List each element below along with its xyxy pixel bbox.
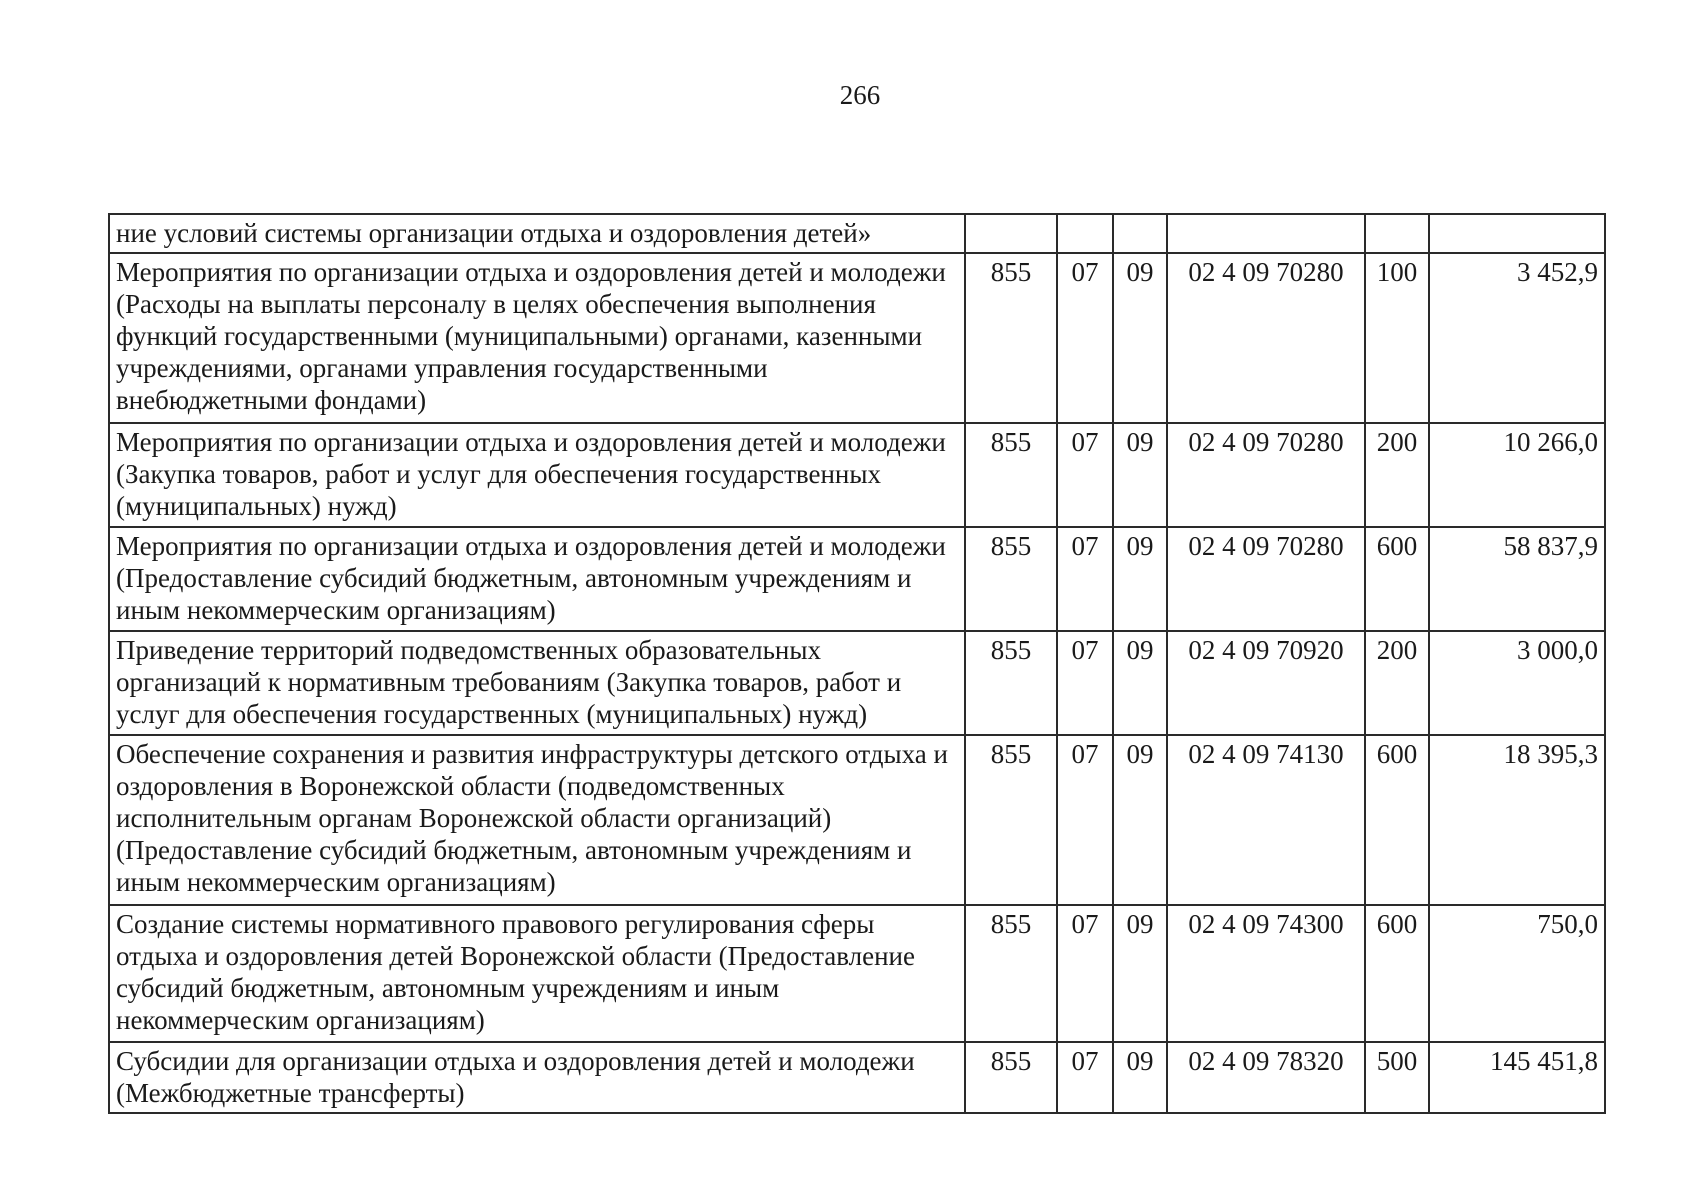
row-target-code: 02 4 09 70280 xyxy=(1167,253,1365,423)
row-target-code: 02 4 09 70280 xyxy=(1167,527,1365,631)
row-kind-code: 100 xyxy=(1365,253,1429,423)
row-kind-code: 200 xyxy=(1365,631,1429,735)
page-number: 266 xyxy=(839,80,881,110)
row-description: Мероприятия по организации отдыха и оздоровления детей и молодежи (Закупка товаров, работ и услуг для обеспечения государственных (муниципальных) нужд) xyxy=(109,423,965,527)
row-admin-code: 855 xyxy=(965,735,1057,905)
row-subsection-code: 09 xyxy=(1113,735,1167,905)
row-admin-code: 855 xyxy=(965,423,1057,527)
row-admin-code: 855 xyxy=(965,253,1057,423)
table-row xyxy=(109,423,1605,527)
row-subsection-code: 09 xyxy=(1113,527,1167,631)
row-section-code: 07 xyxy=(1057,1042,1113,1113)
row-subsection-code xyxy=(1113,214,1167,253)
row-kind-code: 600 xyxy=(1365,735,1429,905)
row-kind-code: 500 xyxy=(1365,1042,1429,1113)
row-admin-code: 855 xyxy=(965,905,1057,1042)
row-target-code: 02 4 09 74130 xyxy=(1167,735,1365,905)
table-row xyxy=(109,527,1605,631)
row-subsection-code: 09 xyxy=(1113,631,1167,735)
table-row xyxy=(109,631,1605,735)
row-section-code: 07 xyxy=(1057,527,1113,631)
row-admin-code xyxy=(965,214,1057,253)
row-subsection-code: 09 xyxy=(1113,423,1167,527)
row-amount: 3 000,0 xyxy=(1429,631,1605,735)
row-description: Субсидии для организации отдыха и оздоровления детей и молодежи (Межбюджетные трансферты) xyxy=(109,1042,965,1113)
row-section-code: 07 xyxy=(1057,735,1113,905)
row-amount xyxy=(1429,214,1605,253)
row-kind-code xyxy=(1365,214,1429,253)
table-row xyxy=(109,735,1605,905)
table-row xyxy=(109,214,1605,253)
row-kind-code: 600 xyxy=(1365,905,1429,1042)
row-section-code xyxy=(1057,214,1113,253)
row-amount: 3 452,9 xyxy=(1429,253,1605,423)
row-description: Мероприятия по организации отдыха и оздоровления детей и молодежи (Расходы на выплаты персоналу в целях обеспечения выполнения функций государственными (муниципальными) органами, казенными учреждениями, органами управления государственными внебюджетными фондами) xyxy=(109,253,965,423)
row-amount: 145 451,8 xyxy=(1429,1042,1605,1113)
row-kind-code: 200 xyxy=(1365,423,1429,527)
row-target-code: 02 4 09 70280 xyxy=(1167,423,1365,527)
row-description: Обеспечение сохранения и развития инфраструктуры детского отдыха и оздоровления в Воронежской области (подведомственных исполнительным органам Воронежской области организаций) (Предоставление субсидий бюджетным, автономным учреждениям и иным некоммерческим организациям) xyxy=(109,735,965,905)
row-target-code: 02 4 09 78320 xyxy=(1167,1042,1365,1113)
row-admin-code: 855 xyxy=(965,527,1057,631)
row-amount: 58 837,9 xyxy=(1429,527,1605,631)
row-amount: 10 266,0 xyxy=(1429,423,1605,527)
row-subsection-code: 09 xyxy=(1113,253,1167,423)
row-target-code: 02 4 09 74300 xyxy=(1167,905,1365,1042)
row-section-code: 07 xyxy=(1057,631,1113,735)
row-section-code: 07 xyxy=(1057,905,1113,1042)
budget-table xyxy=(108,213,1606,1114)
row-admin-code: 855 xyxy=(965,631,1057,735)
row-subsection-code: 09 xyxy=(1113,1042,1167,1113)
row-target-code: 02 4 09 70920 xyxy=(1167,631,1365,735)
row-amount: 750,0 xyxy=(1429,905,1605,1042)
row-section-code: 07 xyxy=(1057,423,1113,527)
table-row xyxy=(109,1042,1605,1113)
row-amount: 18 395,3 xyxy=(1429,735,1605,905)
table-row xyxy=(109,253,1605,423)
table-row xyxy=(109,905,1605,1042)
row-subsection-code: 09 xyxy=(1113,905,1167,1042)
row-description: Создание системы нормативного правового регулирования сферы отдыха и оздоровления детей Воронежской области (Предоставление субсидий бюджетным, автономным учреждениям и иным некоммерческим организациям) xyxy=(109,905,965,1042)
row-admin-code: 855 xyxy=(965,1042,1057,1113)
row-description: Приведение территорий подведомственных образовательных организаций к нормативным требованиям (Закупка товаров, работ и услуг для обеспечения государственных (муниципальных) нужд) xyxy=(109,631,965,735)
row-description: ние условий системы организации отдыха и оздоровления детей» xyxy=(109,214,965,253)
row-kind-code: 600 xyxy=(1365,527,1429,631)
row-target-code xyxy=(1167,214,1365,253)
row-description: Мероприятия по организации отдыха и оздоровления детей и молодежи (Предоставление субсидий бюджетным, автономным учреждениям и иным некоммерческим организациям) xyxy=(109,527,965,631)
row-section-code: 07 xyxy=(1057,253,1113,423)
